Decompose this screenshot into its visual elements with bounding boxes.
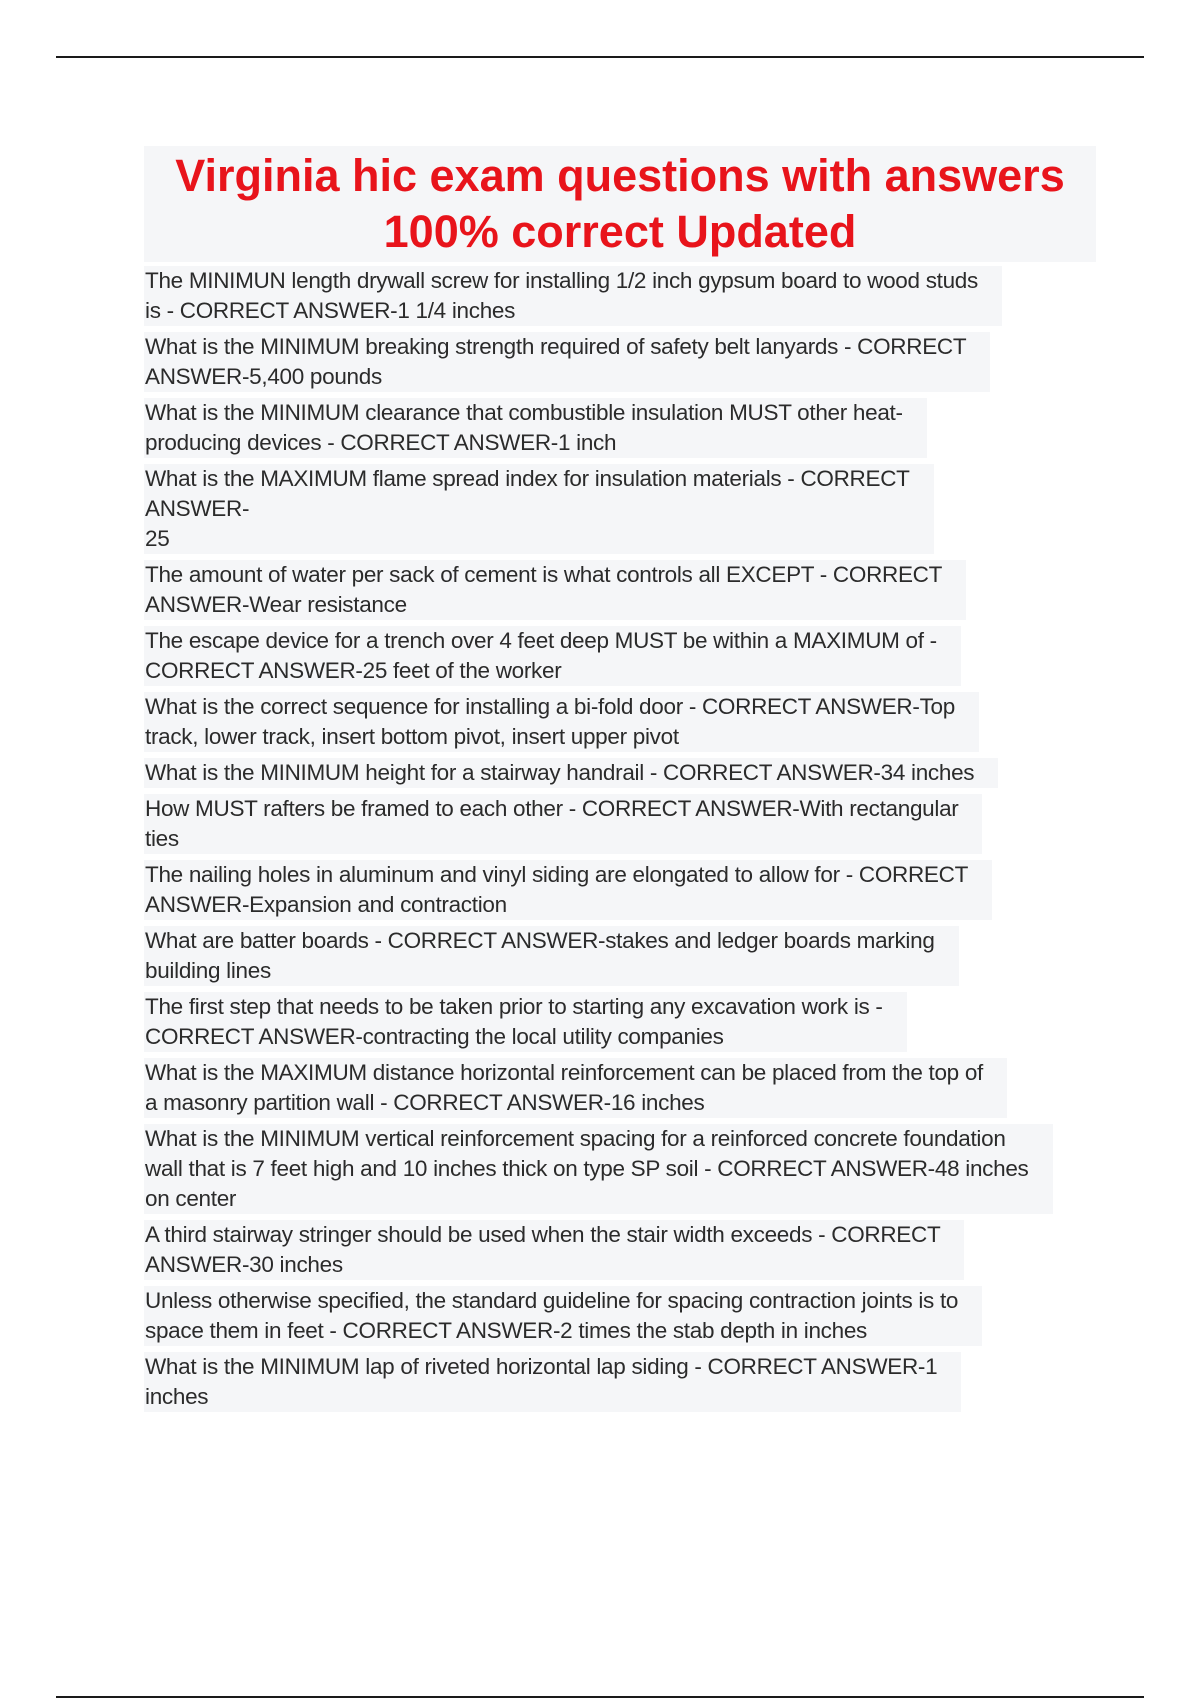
qa-item: The first step that needs to be taken prior to starting any excavation work is - CORRECT ANSWER-contracting the local utility companies	[144, 992, 907, 1052]
qa-item: The amount of water per sack of cement is what controls all EXCEPT - CORRECT ANSWER-Wear resistance	[144, 560, 966, 620]
qa-item: Unless otherwise specified, the standard guideline for spacing contraction joints is to space them in feet - CORRECT ANSWER-2 times the stab depth in inches	[144, 1286, 982, 1346]
qa-item: What is the correct sequence for installing a bi-fold door - CORRECT ANSWER-Top track, lower track, insert bottom pivot, insert upper pivot	[144, 692, 979, 752]
qa-item: The MINIMUN length drywall screw for installing 1/2 inch gypsum board to wood studs is - CORRECT ANSWER-1 1/4 inches	[144, 266, 1002, 326]
qa-list	[144, 266, 1096, 1418]
qa-item: What are batter boards - CORRECT ANSWER-stakes and ledger boards marking building lines	[144, 926, 959, 986]
qa-item: A third stairway stringer should be used when the stair width exceeds - CORRECT ANSWER-30 inches	[144, 1220, 964, 1280]
qa-item: What is the MINIMUM breaking strength required of safety belt lanyards - CORRECT ANSWER-5,400 pounds	[144, 332, 990, 392]
qa-item: What is the MINIMUM clearance that combustible insulation MUST other heat- producing devices - CORRECT ANSWER-1 inch	[144, 398, 927, 458]
qa-item: What is the MAXIMUM flame spread index for insulation materials - CORRECT ANSWER- 25	[144, 464, 934, 554]
qa-item: What is the MINIMUM lap of riveted horizontal lap siding - CORRECT ANSWER-1 inches	[144, 1352, 961, 1412]
document-body	[144, 146, 1096, 1418]
bottom-rule	[56, 1696, 1144, 1698]
qa-item: What is the MAXIMUM distance horizontal reinforcement can be placed from the top of a masonry partition wall - CORRECT ANSWER-16 inches	[144, 1058, 1007, 1118]
title-block	[144, 146, 1096, 262]
document-title: Virginia hic exam questions with answers 100% correct Updated	[175, 150, 1065, 257]
qa-item: The nailing holes in aluminum and vinyl siding are elongated to allow for - CORRECT ANSWER-Expansion and contraction	[144, 860, 992, 920]
top-rule	[56, 56, 1144, 58]
qa-item: The escape device for a trench over 4 feet deep MUST be within a MAXIMUM of - CORRECT ANSWER-25 feet of the worker	[144, 626, 961, 686]
qa-item: How MUST rafters be framed to each other - CORRECT ANSWER-With rectangular ties	[144, 794, 982, 854]
qa-item: What is the MINIMUM height for a stairway handrail - CORRECT ANSWER-34 inches	[144, 758, 998, 788]
qa-item: What is the MINIMUM vertical reinforcement spacing for a reinforced concrete foundation wall that is 7 feet high and 10 inches thick on type SP soil - CORRECT ANSWER-48 inches on center	[144, 1124, 1053, 1214]
